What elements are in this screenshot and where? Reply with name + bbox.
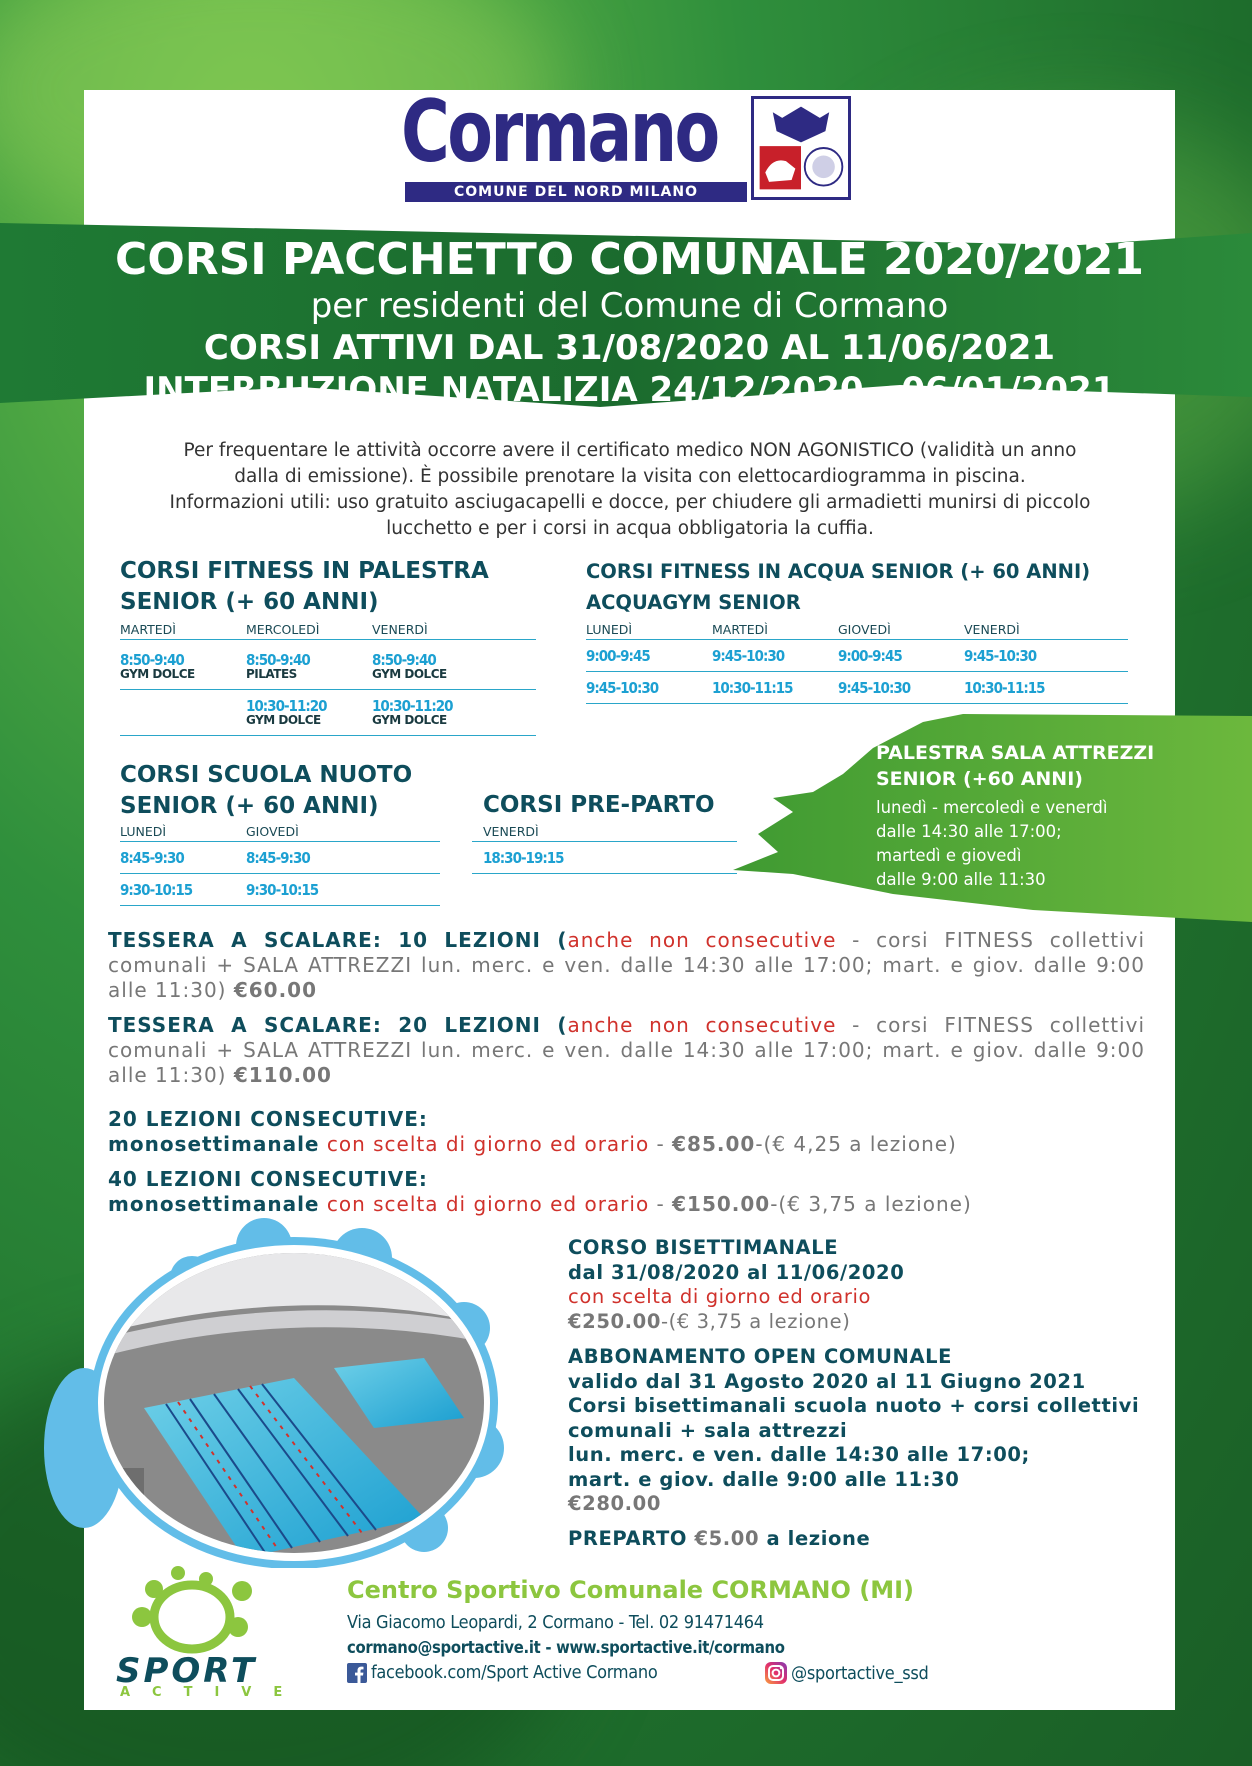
- consecutive-title: 40 LEZIONI CONSECUTIVE:: [108, 1167, 428, 1191]
- intro-line: Informazioni utili: uso gratuito asciugacapelli e docce, per chiudere gli armadietti munirsi di piccolo: [169, 492, 1091, 513]
- open-title: ABBONAMENTO OPEN COMUNALE: [568, 1345, 953, 1368]
- open-line: mart. e giov. dalle 9:00 alle 11:30: [568, 1467, 960, 1491]
- day-header: GIOVEDÌ: [838, 622, 891, 637]
- time-slot: 8:50-9:40: [120, 650, 184, 669]
- sala-attrezzi-title-line: SENIOR (+60 ANNI): [876, 768, 1083, 790]
- logo-wordmark: Cormano: [401, 82, 718, 182]
- sala-attrezzi-title: [876, 740, 1154, 792]
- hours-line: lunedì - mercoledì e venerdì: [876, 798, 1108, 817]
- consecutive-note: con scelta di giorno ed orario: [326, 1132, 650, 1156]
- day-header: MARTEDÌ: [712, 622, 768, 637]
- preparto-label: PREPARTO: [568, 1527, 695, 1550]
- bisettimanale-dates: dal 31/08/2020 al 11/06/2020: [568, 1260, 905, 1284]
- bisettimanale-note: con scelta di giorno ed orario: [568, 1285, 872, 1308]
- bisettimanale-block: [568, 1236, 1168, 1334]
- consecutive-label: monosettimanale: [108, 1132, 320, 1156]
- section-title-line: SENIOR (+ 60 ANNI): [120, 589, 379, 615]
- open-price: €280.00: [568, 1492, 662, 1515]
- consecutive-title: 20 LEZIONI CONSECUTIVE:: [108, 1107, 428, 1131]
- day-header: VENERDÌ: [372, 622, 428, 637]
- time-slot: 9:00-9:45: [586, 646, 650, 665]
- open-block: [568, 1345, 1168, 1517]
- nuoto-senior-schedule: [120, 824, 440, 906]
- hours-line: dalle 14:30 alle 17:00;: [876, 822, 1062, 841]
- footer-instagram[interactable]: [765, 1662, 929, 1684]
- time-slot: 9:45-10:30: [712, 646, 785, 665]
- tessera-price: €60.00: [233, 978, 318, 1002]
- instagram-handle[interactable]: @sportactive_ssd: [791, 1662, 929, 1684]
- day-header: LUNEDÌ: [586, 622, 633, 637]
- footer-facebook[interactable]: [347, 1662, 657, 1683]
- price-per-lesson: -(€ 4,25 a lezione): [755, 1132, 957, 1156]
- logo-tagline: COMUNE DEL NORD MILANO: [405, 182, 747, 202]
- price-per-lesson: -(€ 3,75 a lezione): [770, 1192, 972, 1216]
- day-header: VENERDÌ: [483, 824, 539, 839]
- facebook-icon: [347, 1663, 367, 1683]
- intro-line: lucchetto e per i corsi in acqua obbligatoria la cuffia.: [386, 518, 874, 539]
- facebook-link[interactable]: facebook.com/Sport Active Cormano: [371, 1662, 658, 1683]
- separator: -: [649, 1192, 673, 1216]
- preparto-suffix: a lezione: [759, 1527, 871, 1550]
- nuoto-senior-title: [120, 760, 412, 822]
- time-slot: 8:45-9:30: [120, 848, 184, 867]
- course-name: GYM DOLCE: [372, 712, 447, 727]
- time-slot: 8:45-9:30: [246, 848, 310, 867]
- intro-line: dalla di emissione). È possibile prenotare la visita con elettocardiogramma in piscina.: [234, 466, 1026, 487]
- day-header: LUNEDÌ: [120, 824, 167, 839]
- tessera-label: TESSERA A SCALARE: 20 LEZIONI (: [108, 1013, 568, 1037]
- time-slot: 18:30-19:15: [483, 848, 564, 867]
- footer-title: Centro Sportivo Comunale CORMANO (MI): [347, 1576, 914, 1604]
- section-title-line: SENIOR (+ 60 ANNI): [120, 793, 379, 819]
- time-slot: 9:00-9:45: [838, 646, 902, 665]
- tessera-label: TESSERA A SCALARE: 10 LEZIONI (: [108, 928, 568, 952]
- open-line: Corsi bisettimanali scuola nuoto + corsi collettivi: [568, 1394, 1140, 1417]
- acqua-senior-schedule: [586, 622, 1128, 704]
- preparto-schedule: [472, 824, 737, 874]
- christmas-break: INTERRUZIONE NATALIZIA 24/12/2020 - 06/01/2021: [143, 370, 1116, 410]
- bisettimanale-title: CORSO BISETTIMANALE: [568, 1236, 839, 1259]
- course-period: CORSI ATTIVI DAL 31/08/2020 AL 11/06/2021: [203, 328, 1056, 368]
- footer-contacts[interactable]: cormano@sportactive.it - www.sportactive.it/cormano: [347, 1638, 785, 1657]
- sala-attrezzi-badge: [733, 712, 1252, 922]
- open-line: valido dal 31 Agosto 2020 al 11 Giugno 2021: [568, 1369, 1086, 1393]
- section-title-line: ACQUAGYM SENIOR: [586, 591, 801, 614]
- section-title-line: CORSI FITNESS IN ACQUA SENIOR (+ 60 ANNI): [586, 560, 1091, 583]
- section-title-line: CORSI SCUOLA NUOTO: [120, 762, 413, 788]
- tessera-note: anche non consecutive: [567, 928, 837, 952]
- price-per-lesson: -(€ 3,75 a lezione): [661, 1309, 851, 1333]
- time-slot: 8:50-9:40: [372, 650, 436, 669]
- time-slot: 9:45-10:30: [964, 646, 1037, 665]
- palestra-senior-schedule: [120, 622, 536, 736]
- time-slot: 9:30-10:15: [120, 880, 193, 899]
- course-name: GYM DOLCE: [246, 712, 321, 727]
- cormano-logo: [401, 82, 851, 202]
- acqua-senior-title: [586, 556, 1090, 618]
- open-line: comunali + sala attrezzi: [568, 1418, 848, 1442]
- time-slot: 9:45-10:30: [586, 678, 659, 697]
- consecutive-price: €85.00: [672, 1132, 756, 1156]
- sala-attrezzi-title-line: PALESTRA SALA ATTREZZI: [876, 742, 1155, 764]
- time-slot: 10:30-11:20: [246, 696, 327, 715]
- instagram-icon: [765, 1662, 787, 1684]
- preparto-price: €5.00: [694, 1527, 760, 1550]
- time-slot: 10:30-11:20: [372, 696, 453, 715]
- separator: -: [649, 1132, 673, 1156]
- intro-line: Per frequentare le attività occorre avere il certificato medico NON AGONISTICO (validità un anno: [183, 440, 1077, 461]
- tessera-description: - corsi FITNESS collettivi comunali + SALA ATTREZZI lun. merc. e ven. dalle 14:30 alle 17:00; mart. e giov. dalle 9:00 alle 11:30): [108, 928, 1146, 1002]
- active-brand: ACTIVE: [120, 1685, 305, 1700]
- tessera-note: anche non consecutive: [567, 1013, 837, 1037]
- consecutive-40: [108, 1167, 1145, 1217]
- consecutive-note: con scelta di giorno ed orario: [326, 1192, 650, 1216]
- tessera-price: €110.00: [233, 1063, 332, 1087]
- course-name: GYM DOLCE: [120, 666, 195, 681]
- time-slot: 9:30-10:15: [246, 880, 319, 899]
- tessera-20-lezioni: [108, 1013, 1145, 1088]
- preparto-title: CORSI PRE-PARTO: [483, 792, 715, 818]
- sport-active-logo: [110, 1565, 310, 1700]
- palestra-senior-title: [120, 556, 489, 618]
- bisettimanale-price: €250.00: [568, 1309, 662, 1333]
- section-title-line: CORSI FITNESS IN PALESTRA: [120, 558, 489, 584]
- footer-address: Via Giacomo Leopardi, 2 Cormano - Tel. 02 91471464: [347, 1612, 764, 1633]
- page-subtitle: per residenti del Comune di Cormano: [310, 286, 949, 326]
- page-title: CORSI PACCHETTO COMUNALE 2020/2021: [115, 234, 1144, 285]
- time-slot: 10:30-11:15: [712, 678, 793, 697]
- tessera-description: - corsi FITNESS collettivi comunali + SALA ATTREZZI lun. merc. e ven. dalle 14:30 alle 17:00; mart. e giov. dalle 9:00 alle 11:30): [108, 1013, 1146, 1087]
- day-header: MERCOLEDÌ: [246, 622, 320, 637]
- pool-photo: [44, 1218, 550, 1568]
- day-header: VENERDÌ: [964, 622, 1020, 637]
- hours-line: dalle 9:00 alle 11:30: [876, 870, 1046, 889]
- time-slot: 10:30-11:15: [964, 678, 1045, 697]
- course-name: PILATES: [246, 666, 297, 681]
- day-header: MARTEDÌ: [120, 622, 176, 637]
- consecutive-price: €150.00: [672, 1192, 771, 1216]
- consecutive-label: monosettimanale: [108, 1192, 320, 1216]
- coat-of-arms-icon: [751, 96, 851, 200]
- course-name: GYM DOLCE: [372, 666, 447, 681]
- preparto-price-block: [568, 1527, 1168, 1552]
- sport-brand: SPORT: [116, 1651, 258, 1691]
- consecutive-20: [108, 1107, 1145, 1157]
- day-header: GIOVEDÌ: [246, 824, 299, 839]
- open-line: lun. merc. e ven. dalle 14:30 alle 17:00;: [568, 1443, 1030, 1466]
- intro-text: [110, 438, 1150, 542]
- hours-line: martedì e giovedì: [876, 846, 1022, 865]
- sala-attrezzi-hours: [876, 796, 1107, 892]
- time-slot: 9:45-10:30: [838, 678, 911, 697]
- tessera-10-lezioni: [108, 928, 1145, 1003]
- time-slot: 8:50-9:40: [246, 650, 310, 669]
